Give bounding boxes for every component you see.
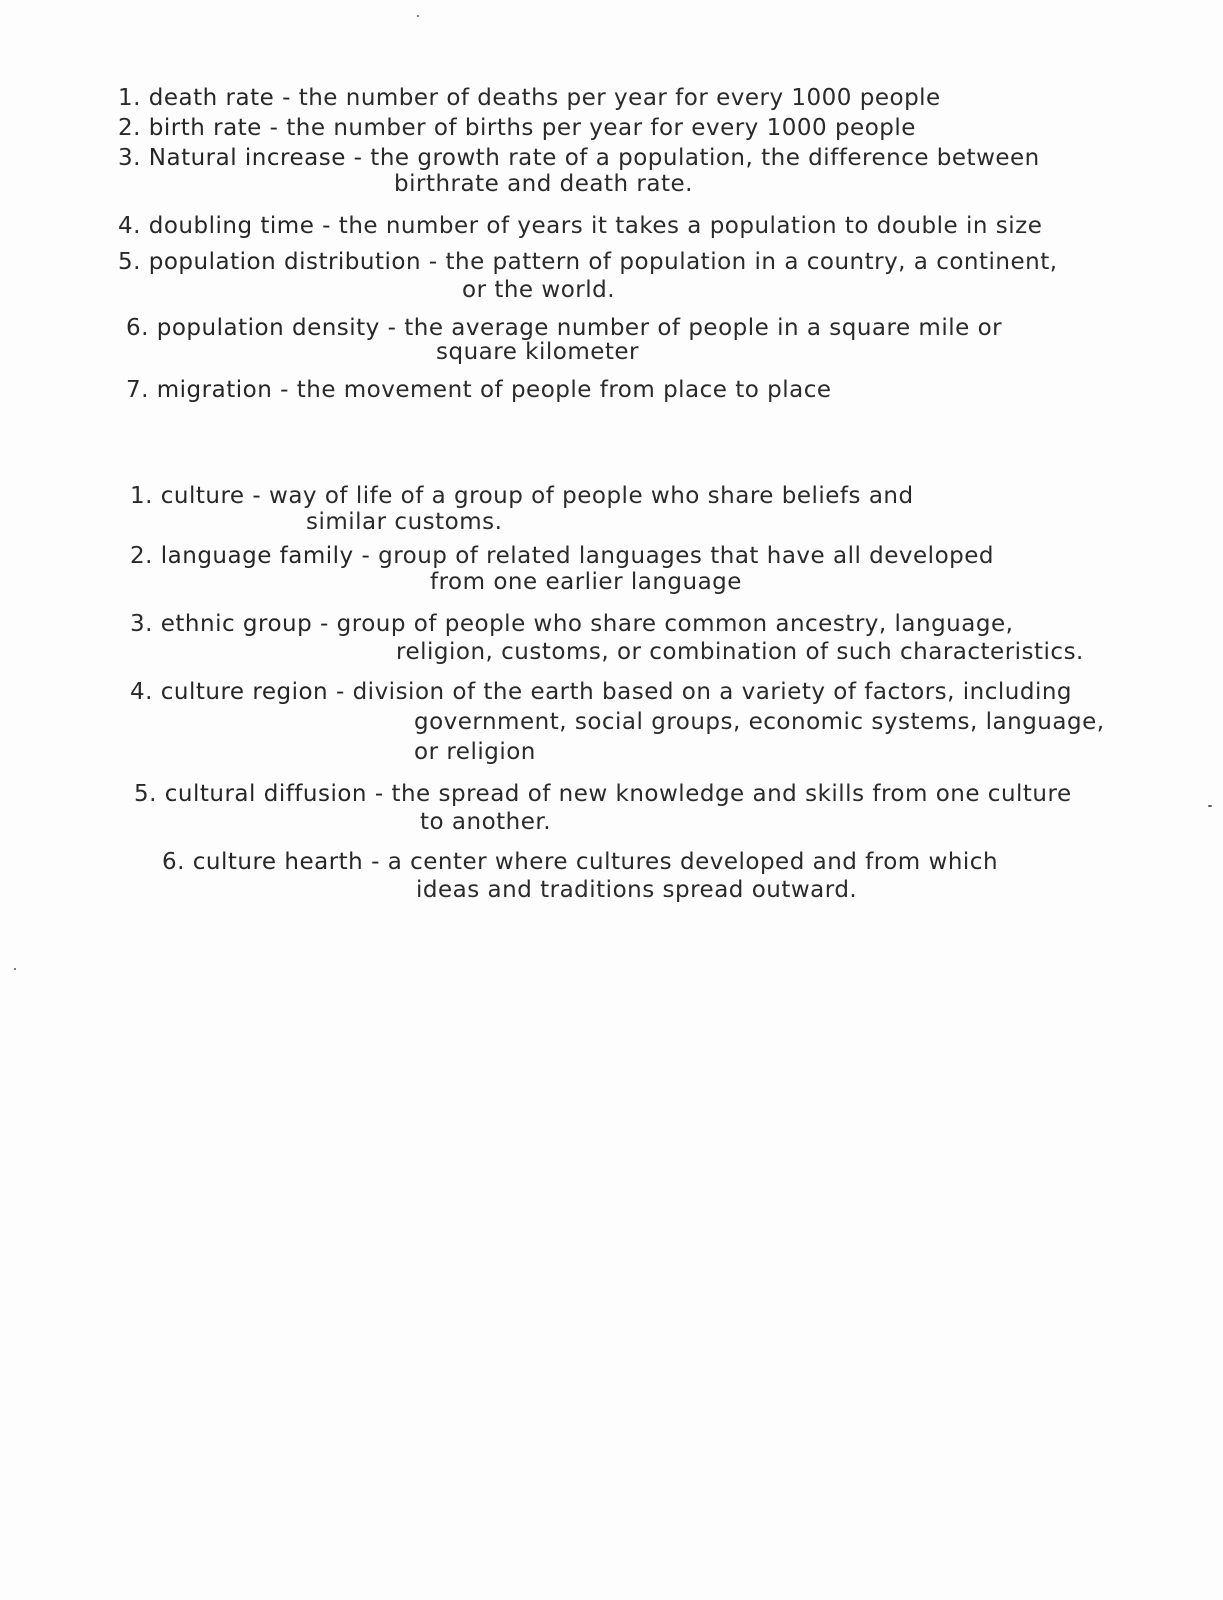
term-number: 7. xyxy=(126,377,149,403)
term-separator: - xyxy=(320,611,329,637)
term-number: 3. xyxy=(130,611,153,637)
term-entry xyxy=(130,482,914,510)
term-number: 4. xyxy=(130,679,153,705)
term-definition: a center where cultures developed and from which xyxy=(387,849,999,875)
term-definition-continued: similar customs. xyxy=(306,509,503,535)
term-name: population density xyxy=(156,315,380,341)
term-definition: way of life of a group of people who share beliefs and xyxy=(269,483,914,509)
term-name: migration xyxy=(156,377,273,403)
term-name: language family xyxy=(160,543,354,569)
term-definition: group of related languages that have all developed xyxy=(378,543,994,569)
term-number: 2. xyxy=(130,543,153,569)
term-number: 4. xyxy=(118,213,141,239)
term-definition: the average number of people in a square mile or xyxy=(404,315,1003,341)
term-name: culture region xyxy=(160,679,329,705)
term-definition-continued: to another. xyxy=(420,809,552,835)
term-number: 5. xyxy=(134,781,157,807)
term-separator: - xyxy=(322,213,331,239)
term-number: 5. xyxy=(118,249,141,275)
term-name: population distribution xyxy=(148,249,422,275)
term-definition-continued: square kilometer xyxy=(436,339,640,365)
term-entry xyxy=(126,376,832,404)
ink-speck xyxy=(1208,805,1212,807)
term-name: death rate xyxy=(148,85,275,111)
term-separator: - xyxy=(428,249,438,275)
term-name: ethnic group xyxy=(160,611,313,637)
term-separator: - xyxy=(361,543,371,569)
term-entry xyxy=(118,114,916,142)
term-number: 1. xyxy=(118,85,141,111)
term-separator: - xyxy=(387,315,397,341)
term-number: 6. xyxy=(162,849,185,875)
term-definition: the spread of new knowledge and skills from one culture xyxy=(391,781,1072,807)
term-separator: - xyxy=(282,85,291,111)
term-entry xyxy=(118,248,1058,276)
term-definition: group of people who share common ancestry, language, xyxy=(336,611,1014,637)
term-name: Natural increase xyxy=(148,145,346,171)
term-definition: the pattern of population in a country, a continent, xyxy=(445,249,1058,275)
term-entry xyxy=(130,542,994,570)
term-separator: - xyxy=(280,377,289,403)
term-separator: - xyxy=(374,781,384,807)
term-entry xyxy=(118,84,941,112)
term-definition: the number of deaths per year for every 1000 people xyxy=(298,85,941,111)
term-number: 3. xyxy=(118,145,141,171)
term-separator: - xyxy=(371,849,380,875)
term-entry xyxy=(130,678,1072,706)
ink-speck xyxy=(14,968,16,970)
ink-speck xyxy=(417,15,419,17)
term-definition-continued: government, social groups, economic systems, language, xyxy=(414,709,1105,735)
term-definition-continued: from one earlier language xyxy=(430,569,742,595)
term-definition: the number of years it takes a population to double in size xyxy=(338,213,1043,239)
term-definition-continued: or religion xyxy=(414,739,536,765)
term-entry xyxy=(162,848,998,876)
term-number: 1. xyxy=(130,483,153,509)
term-definition-continued: or the world. xyxy=(462,277,616,303)
term-definition-continued: birthrate and death rate. xyxy=(394,171,693,197)
term-definition-continued: ideas and traditions spread outward. xyxy=(416,877,858,903)
term-definition: the growth rate of a population, the difference between xyxy=(370,145,1040,171)
term-name: culture xyxy=(160,483,245,509)
term-name: cultural diffusion xyxy=(164,781,368,807)
term-separator: - xyxy=(269,115,279,141)
term-name: birth rate xyxy=(148,115,262,141)
term-separator: - xyxy=(353,145,363,171)
term-entry xyxy=(134,780,1072,808)
term-name: doubling time xyxy=(148,213,315,239)
term-definition: the number of births per year for every 1000 people xyxy=(286,115,916,141)
term-definition: division of the earth based on a variety of factors, including xyxy=(352,679,1073,705)
term-definition: the movement of people from place to place xyxy=(296,377,832,403)
term-separator: - xyxy=(252,483,262,509)
term-entry xyxy=(118,212,1042,240)
term-entry xyxy=(118,144,1040,172)
term-definition-continued: religion, customs, or combination of such characteristics. xyxy=(396,639,1084,665)
term-number: 6. xyxy=(126,315,149,341)
term-number: 2. xyxy=(118,115,141,141)
term-name: culture hearth xyxy=(192,849,364,875)
term-separator: - xyxy=(335,679,345,705)
term-entry xyxy=(130,610,1013,638)
